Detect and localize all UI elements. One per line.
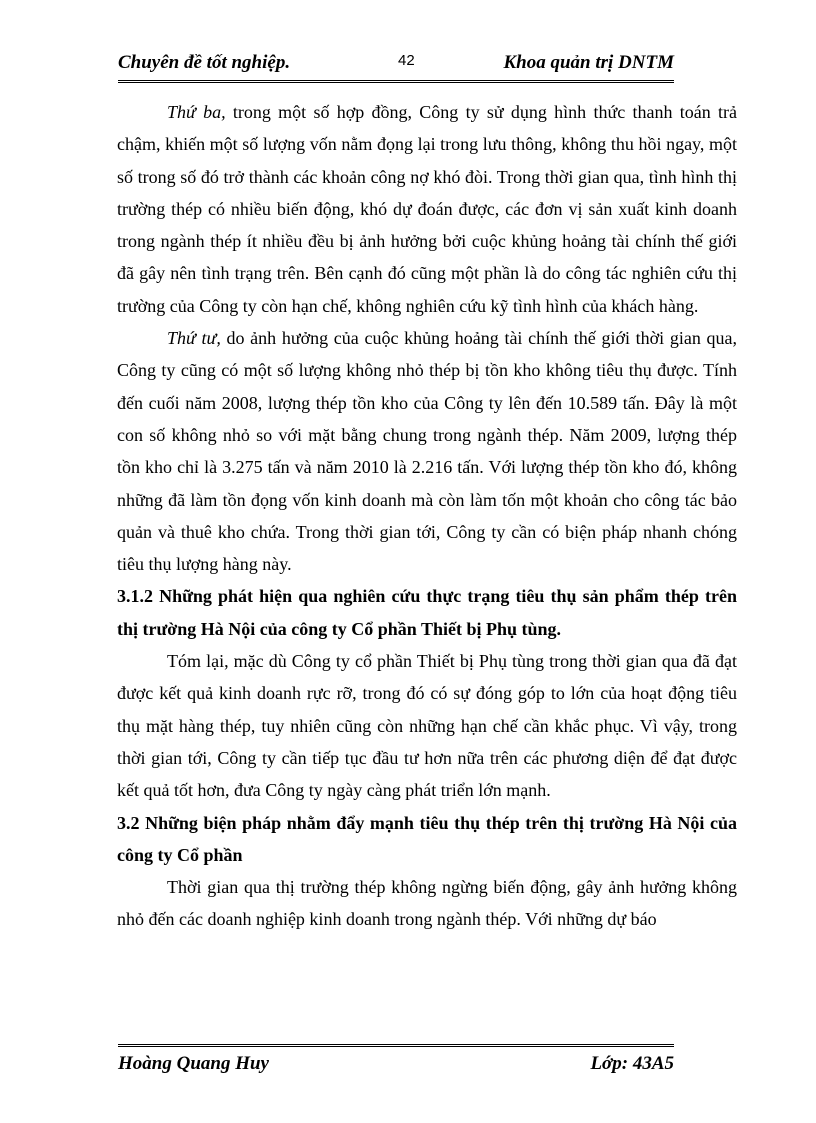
class-label: Lớp: 43A5: [590, 1053, 674, 1074]
page-footer: [118, 1044, 674, 1077]
author-name: Hoàng Quang Huy: [118, 1053, 269, 1074]
paragraph-thu-tu: [117, 322, 737, 580]
section-heading-3-1-2: 3.1.2 Những phát hiện qua nghiên cứu thực trạng tiêu thụ sản phẩm thép trên thị trường Hà Nội của công ty Cổ phần Thiết bị Phụ tùng.: [117, 586, 737, 639]
header-title-right: Khoa quản trị DNTM: [503, 52, 674, 73]
page-number: 42: [398, 52, 415, 69]
header-title-left: Chuyên đề tốt nghiệp.: [118, 52, 291, 73]
paragraph-text: do ảnh hưởng của cuộc khủng hoảng tài chính thế giới thời gian qua, Công ty cũng có một số lượng không nhỏ thép bị tồn kho không tiêu thụ được. Tính đến cuối năm 2008, lượng thép tồn kho của Công ty lên đến 10.589 tấn. Đây là một con số không nhỏ so với mặt bằng chung trong ngành thép. Năm 2009, lượng thép tồn kho chỉ là 3.275 tấn và năm 2010 là 2.216 tấn. Với lượng thép tồn kho đó, không những đã làm tồn đọng vốn kinh doanh mà còn làm tốn một khoản cho công tác bảo quản và thuê kho chứa. Trong thời gian tới, Công ty cần có biện pháp nhanh chóng tiêu thụ lượng hàng này.: [117, 328, 737, 575]
paragraph-intro-measures: Thời gian qua thị trường thép không ngừng biến động, gây ảnh hưởng không nhỏ đến các doanh nghiệp kinh doanh trong ngành thép. Với những dự báo: [117, 877, 737, 930]
paragraph-summary: Tóm lại, mặc dù Công ty cổ phần Thiết bị Phụ tùng trong thời gian qua đã đạt được kết quả kinh doanh rực rỡ, trong đó có sự đóng góp to lớn của hoạt động tiêu thụ mặt hàng thép, tuy nhiên cũng còn những hạn chế cần khắc phục. Vì vậy, trong thời gian tới, Công ty cần tiếp tục đầu tư hơn nữa trên các phương diện để đạt được kết quả tốt hơn, đưa Công ty ngày càng phát triển lớn mạnh.: [117, 651, 737, 801]
document-body: [117, 96, 737, 936]
page-header: [118, 52, 674, 83]
paragraph-thu-ba: [117, 96, 737, 322]
paragraph-lead: Thứ ba,: [167, 102, 226, 122]
paragraph-lead: Thứ tư,: [167, 328, 221, 349]
paragraph-text: trong một số hợp đồng, Công ty sử dụng hình thức thanh toán trả chậm, khiến một số lượng vốn nằm đọng lại trong lưu thông, không thu hồi ngay, một số trong số đó trở thành các khoản công nợ khó đòi. Trong thời gian qua, tình hình thị trường thép có nhiều biến động, khó dự đoán được, các đơn vị sản xuất kinh doanh trong ngành thép ít nhiều đều bị ảnh hưởng bởi cuộc khủng hoảng tài chính thế giới đã gây nên tình trạng trên. Bên cạnh đó cũng một phần là do công tác nghiên cứu thị trường của Công ty còn hạn chế, không nghiên cứu kỹ tình hình của khách hàng.: [117, 102, 738, 316]
section-heading-3-2: 3.2 Những biện pháp nhằm đẩy mạnh tiêu thụ thép trên thị trường Hà Nội của công ty Cổ phần: [117, 812, 737, 865]
